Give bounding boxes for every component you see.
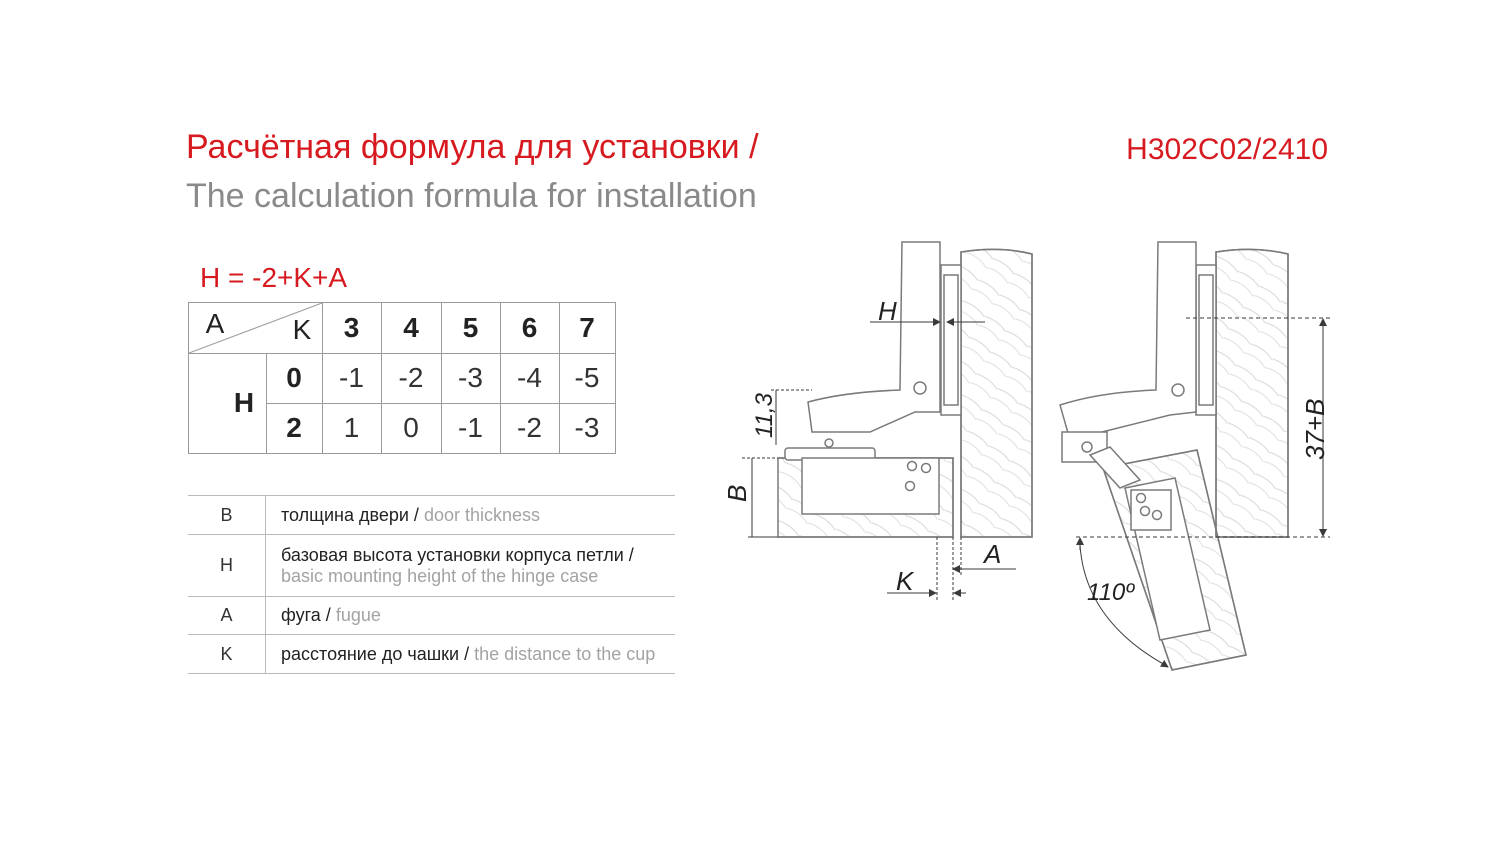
legend-symbol: B [188,496,266,534]
h-value: 1 [343,412,360,443]
formula: H = -2+K+A [200,262,348,293]
k-value: 7 [579,312,595,343]
hinge-arm [808,242,940,432]
h-value: -5 [574,362,600,393]
legend-en: basic mounting height of the hinge case [281,565,599,586]
label-37-b: 37+B [1300,398,1330,460]
h-value: -2 [517,412,542,443]
h-value: -1 [458,412,483,443]
legend-en: the distance to the cup [474,643,656,664]
legend-ru: толщина двери / [281,504,419,525]
title-english: The calculation formula for installation [186,177,757,215]
legend-symbol: K [188,635,266,673]
label-angle: 110º [1087,579,1135,606]
h-value: -2 [398,362,424,393]
cabinet-panel [1216,249,1288,537]
legend-ru: базовая высота установки корпуса петли / [281,544,634,565]
label-11-3: 11,3 [751,393,778,438]
legend-symbol: H [188,535,266,596]
legend-en: door thickness [423,504,540,525]
k-value: 4 [403,312,419,343]
model-number: H302C02/2410 [1126,133,1328,166]
hinge-closed-drawing [778,242,1032,537]
label-b: B [722,484,752,502]
h-value: -4 [517,362,542,393]
title-russian: Расчётная формула для установки / [186,128,759,166]
k-value: 5 [462,312,479,343]
a-value: 2 [286,412,302,443]
h-value: 0 [403,412,419,443]
legend-symbol: A [188,597,266,634]
k-value: 3 [343,312,360,343]
h-value: -1 [339,362,364,393]
a-value: 0 [286,362,302,393]
hinge-arm [1060,242,1196,440]
corner-k-label: K [292,314,312,345]
corner-a-label: A [205,308,225,339]
h-value: -3 [458,362,483,393]
label-k: K [896,566,914,596]
label-a: A [984,539,1002,569]
h-row-label: H [233,387,255,418]
legend-ru: фуга / [281,605,331,625]
legend-ru: расстояние до чашки / [281,643,470,664]
cabinet-panel [961,249,1032,537]
k-value: 6 [521,312,538,343]
h-value: -3 [574,412,600,443]
hinge-cup [802,458,939,514]
label-h: H [878,296,897,326]
legend-en: fugue [335,605,381,625]
